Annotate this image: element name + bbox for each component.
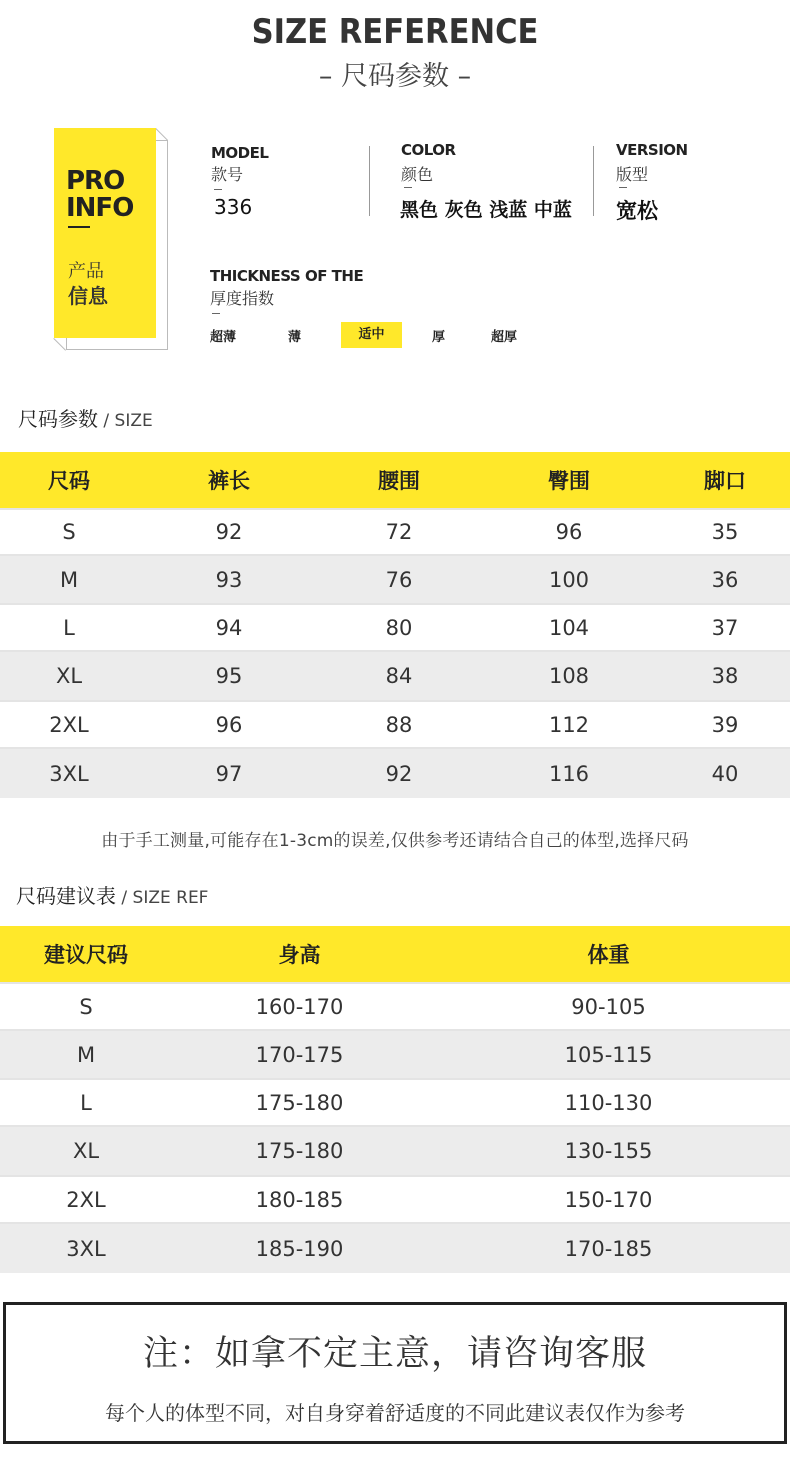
table-header-row [0,452,790,509]
table-cell: XL [0,651,138,701]
table-cell: 3XL [0,1223,172,1273]
thickness-option: 薄 [288,330,302,345]
table-cell: 76 [320,555,478,604]
table-cell: 93 [138,555,320,604]
table-cell: 175-180 [172,1079,427,1126]
column-header: 腰围 [320,452,478,509]
info-separator [593,146,594,216]
table-cell: 96 [478,509,660,555]
notice-text: 每个人的体型不同，对自身穿着舒适度的不同此建议表仅作为参考 [105,1401,685,1425]
badge-edge [155,128,168,141]
model-value: 336 [214,195,253,219]
table-cell: 180-185 [172,1176,427,1223]
table-cell: 88 [320,701,478,748]
table-row [0,1030,790,1079]
badge-divider [68,226,90,228]
thickness-label-cn: 厚度指数 [210,289,275,308]
table-cell: 35 [660,509,790,555]
table-row [0,651,790,701]
table-cell: 175-180 [172,1126,427,1176]
version-label-cn: 版型 [616,165,649,184]
info-separator [369,146,370,216]
table-header-row [0,926,790,983]
table-cell: 90-105 [427,983,790,1030]
table-cell: 96 [138,701,320,748]
table-cell: 95 [138,651,320,701]
table-cell: 2XL [0,1176,172,1223]
table-cell: 72 [320,509,478,555]
label-dash [214,189,222,190]
size-table [0,452,790,798]
table-row [0,983,790,1030]
label-dash [212,313,220,314]
table-cell: 3XL [0,748,138,798]
thickness-option: 超薄 [210,330,237,345]
table-cell: 130-155 [427,1126,790,1176]
color-value: 黑色 灰色 浅蓝 中蓝 [400,199,572,221]
column-header: 脚口 [660,452,790,509]
table-row [0,509,790,555]
table-cell: 150-170 [427,1176,790,1223]
table-cell: 37 [660,604,790,651]
table-cell: 94 [138,604,320,651]
table-row [0,555,790,604]
table-cell: S [0,509,138,555]
table-row [0,1223,790,1273]
model-label-en: MODEL [211,144,269,162]
table-cell: 100 [478,555,660,604]
version-value: 宽松 [616,199,658,223]
size-section-heading: 尺码参数 / SIZE [18,407,153,431]
column-header: 尺码 [0,452,138,509]
notice-title: 注：如拿不定主意，请咨询客服 [142,1334,647,1374]
table-cell: 108 [478,651,660,701]
table-cell: S [0,983,172,1030]
table-row [0,701,790,748]
table-cell: 110-130 [427,1079,790,1126]
table-cell: 116 [478,748,660,798]
thickness-option: 超厚 [491,330,518,345]
table-row [0,1176,790,1223]
table-row [0,1126,790,1176]
page-title: SIZE REFERENCE [251,12,539,52]
column-header: 臀围 [478,452,660,509]
measurement-note: 由于手工测量,可能存在1-3cm的误差,仅供参考还请结合自己的体型,选择尺码 [101,831,689,851]
table-cell: L [0,1079,172,1126]
table-cell: 92 [320,748,478,798]
table-cell: 92 [138,509,320,555]
table-cell: 2XL [0,701,138,748]
table-cell: 104 [478,604,660,651]
ref-section-heading: 尺码建议表 / SIZE REF [16,884,209,908]
table-cell: 84 [320,651,478,701]
table-cell: 112 [478,701,660,748]
size-ref-table [0,926,790,1273]
table-cell: 36 [660,555,790,604]
table-cell: 80 [320,604,478,651]
column-header: 身高 [172,926,427,983]
thickness-option: 厚 [432,330,446,345]
model-label-cn: 款号 [211,165,244,184]
table-cell: 160-170 [172,983,427,1030]
badge-edge [53,338,66,351]
color-label-cn: 颜色 [401,165,434,184]
table-cell: XL [0,1126,172,1176]
table-cell: 40 [660,748,790,798]
table-cell: 39 [660,701,790,748]
color-label-en: COLOR [401,141,456,159]
table-cell: 170-175 [172,1030,427,1079]
table-row [0,604,790,651]
thickness-option-selected: 适中 [341,322,402,348]
thickness-label-en: THICKNESS OF THE [210,267,364,285]
label-dash [404,187,412,188]
column-header: 建议尺码 [0,926,172,983]
badge-subtitle: 产品 信息 [68,261,108,308]
column-header: 裤长 [138,452,320,509]
page-subtitle: – 尺码参数 – [318,61,472,92]
table-cell: 38 [660,651,790,701]
table-cell: M [0,1030,172,1079]
table-cell: 170-185 [427,1223,790,1273]
table-cell: 185-190 [172,1223,427,1273]
column-header: 体重 [427,926,790,983]
table-cell: L [0,604,138,651]
table-row [0,748,790,798]
table-cell: 105-115 [427,1030,790,1079]
version-label-en: VERSION [616,141,688,159]
table-cell: M [0,555,138,604]
label-dash [619,187,627,188]
table-cell: 97 [138,748,320,798]
table-row [0,1079,790,1126]
badge-title: PRO INFO [66,166,134,223]
